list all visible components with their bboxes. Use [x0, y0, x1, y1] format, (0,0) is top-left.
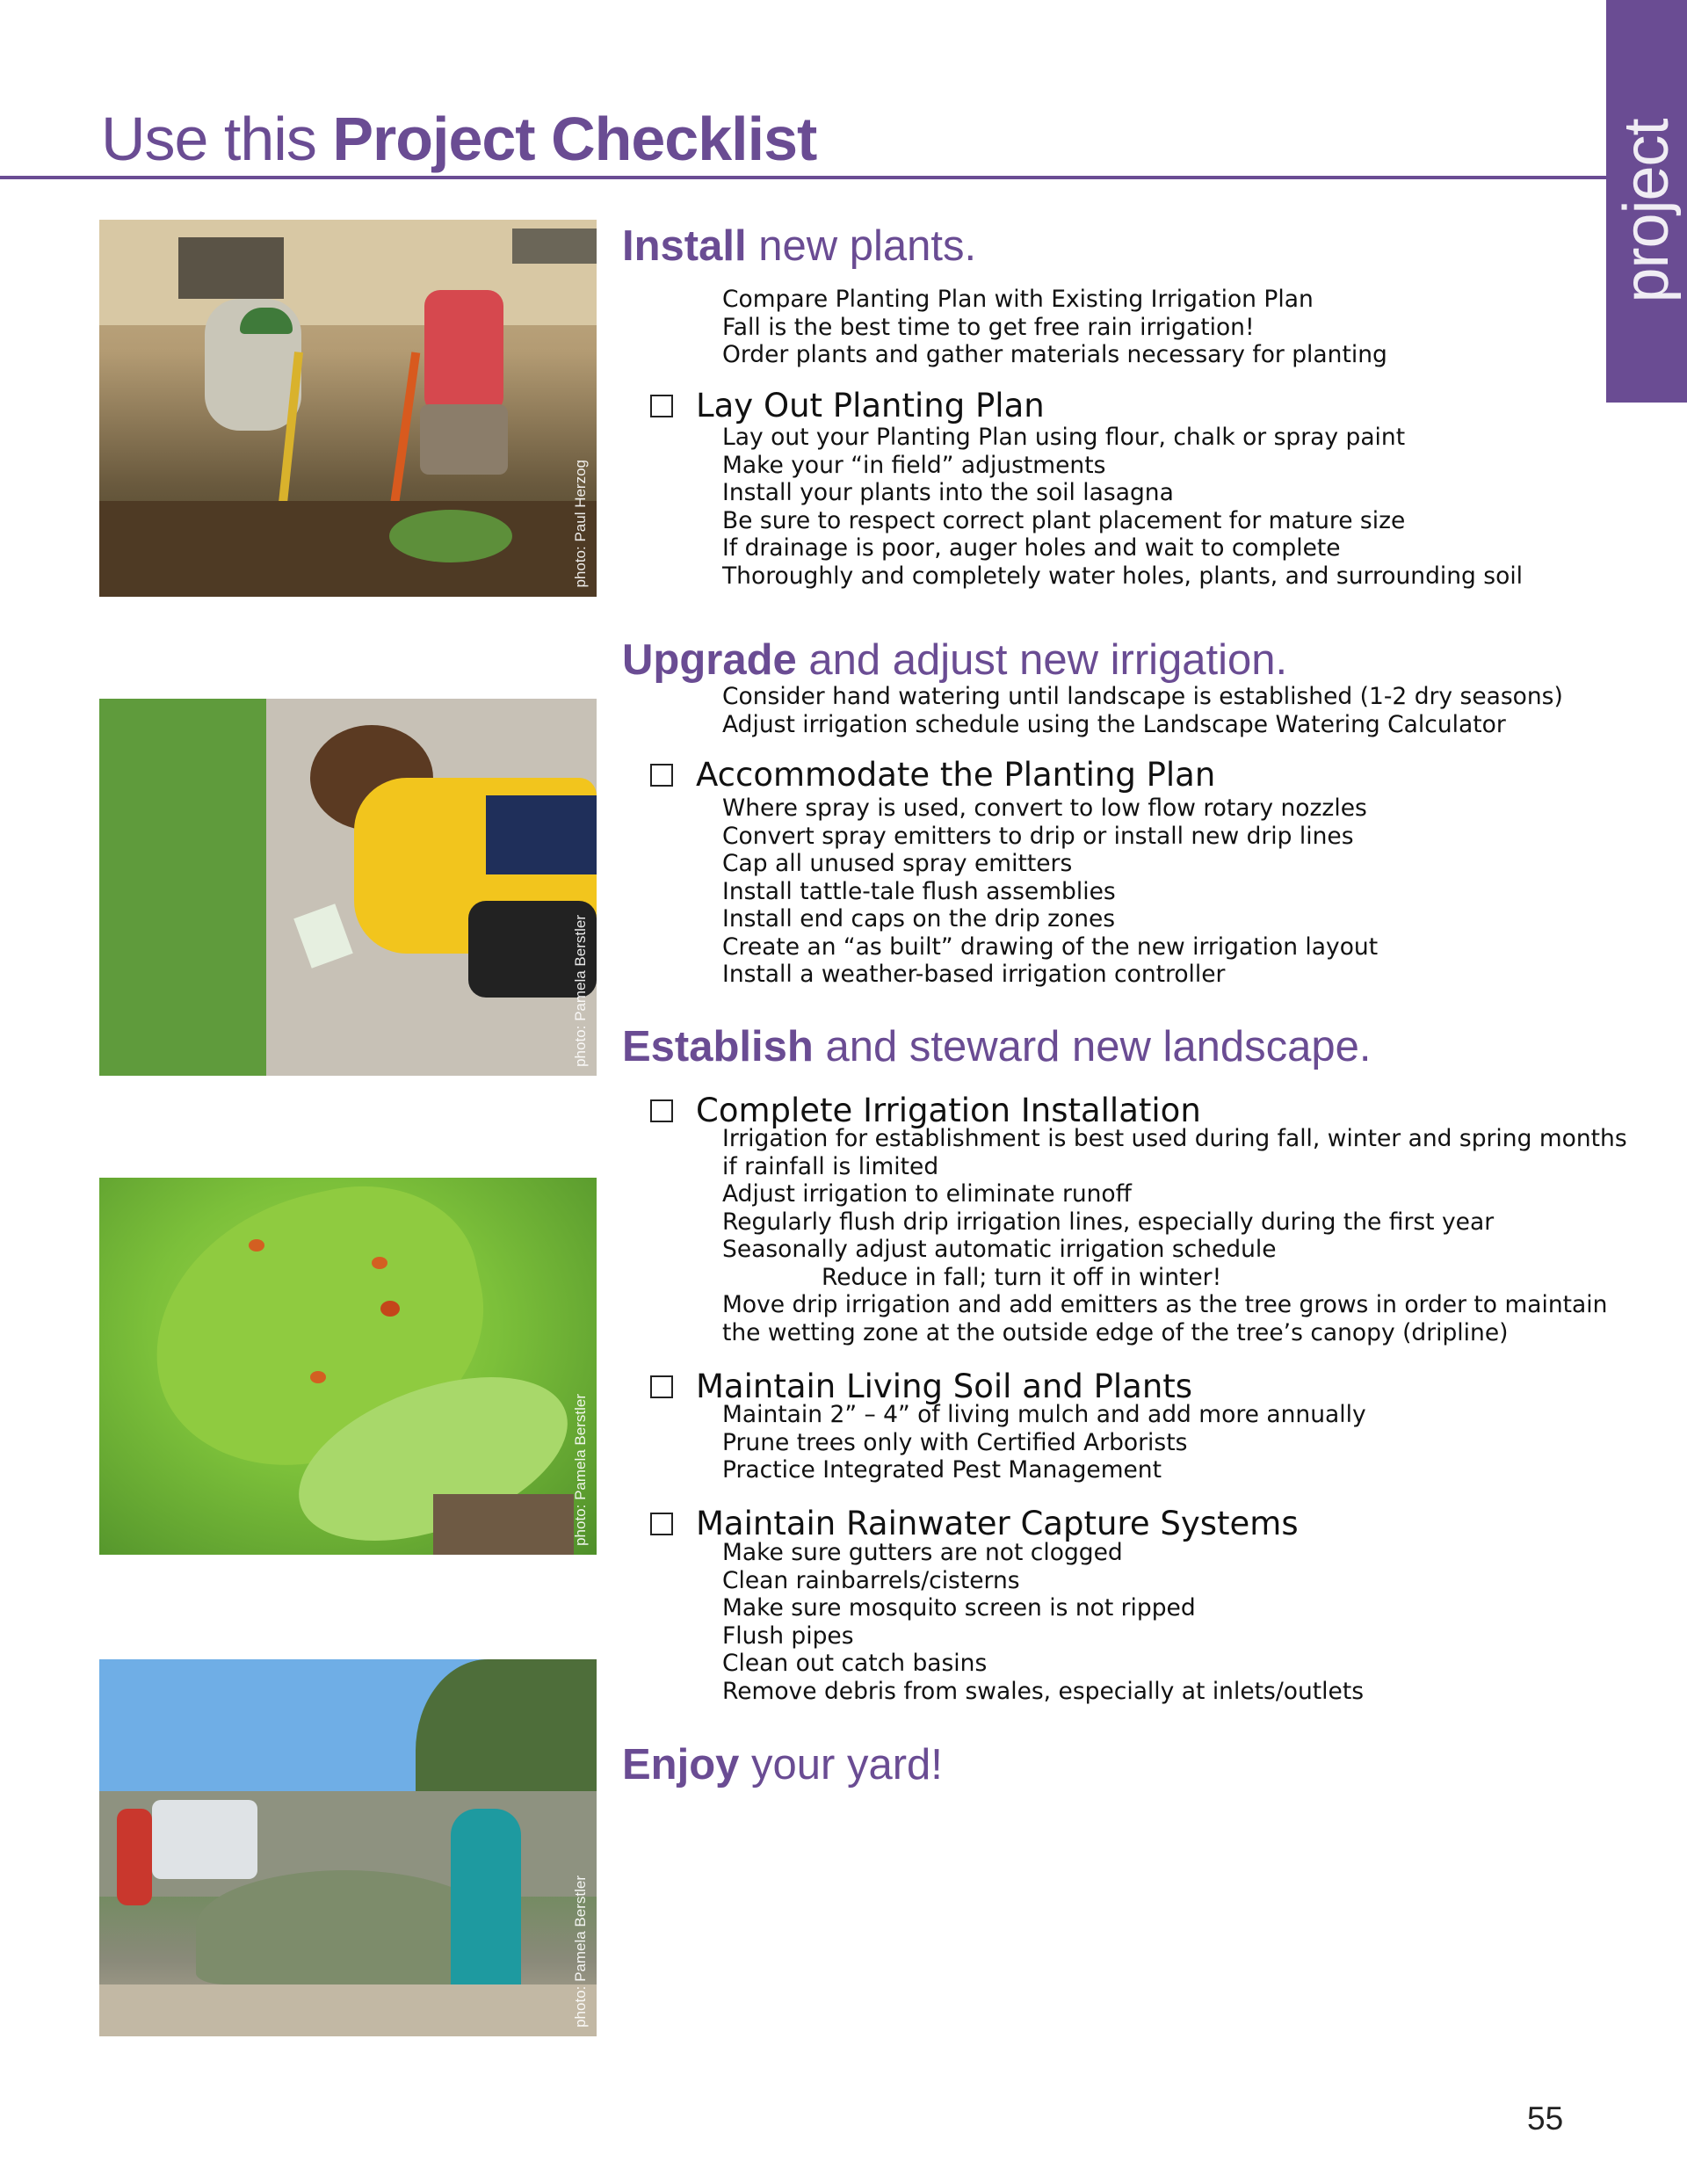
list-item: Remove debris from swales, especially at inlets/outlets — [722, 1677, 1365, 1705]
side-tab — [1606, 0, 1687, 403]
list-item: the wetting zone at the outside edge of the tree’s canopy (dripline) — [722, 1318, 1509, 1346]
list-item: Prune trees only with Certified Arborists — [722, 1428, 1188, 1456]
checkbox[interactable] — [650, 1099, 673, 1122]
list-item: Make sure gutters are not clogged — [722, 1539, 1123, 1566]
section-heading-upgrade — [622, 635, 1287, 685]
list-item: Thoroughly and completely water holes, plants, and surrounding soil — [722, 562, 1524, 590]
list-item: Reduce in fall; turn it off in winter! — [822, 1263, 1222, 1291]
section-heading-install — [622, 221, 976, 271]
checklist-item-accommodate-planting-plan — [650, 756, 1215, 794]
checklist-item-lay-out-planting-plan — [650, 387, 1045, 424]
list-item: Make sure mosquito screen is not ripped — [722, 1594, 1196, 1622]
checklist-label: Accommodate the Planting Plan — [696, 756, 1216, 794]
heading-bold: Install — [622, 222, 747, 270]
checklist-label: Lay Out Planting Plan — [696, 387, 1045, 424]
checklist-label: Complete Irrigation Installation — [696, 1092, 1201, 1129]
title-prefix: Use this — [101, 105, 333, 173]
list-item: Cap all unused spray emitters — [722, 850, 1073, 877]
list-item: Convert spray emitters to drip or install new drip lines — [722, 822, 1354, 850]
list-item: Be sure to respect correct plant placement for mature size — [722, 506, 1406, 534]
list-item: Adjust irrigation schedule using the Landscape Watering Calculator — [722, 710, 1506, 738]
checkbox[interactable] — [650, 395, 673, 417]
list-item: Where spray is used, convert to low flow rotary nozzles — [722, 795, 1367, 822]
list-item: Seasonally adjust automatic irrigation schedule — [722, 1236, 1277, 1263]
photo-irrigation — [99, 699, 597, 1076]
list-item: Irrigation for establishment is best used during fall, winter and spring months — [722, 1125, 1627, 1152]
list-item: if rainfall is limited — [722, 1152, 939, 1180]
checklist-label: Maintain Rainwater Capture Systems — [696, 1505, 1299, 1542]
section-heading-establish — [622, 1022, 1372, 1071]
title-bold: Project Checklist — [332, 105, 817, 173]
list-item: Adjust irrigation to eliminate runoff — [722, 1180, 1132, 1208]
list-item: Clean rainbarrels/cisterns — [722, 1566, 1020, 1594]
list-item: Maintain 2” – 4” of living mulch and add more annually — [722, 1401, 1366, 1428]
install-intro-list — [722, 286, 1387, 369]
heading-rest: new plants. — [746, 222, 977, 270]
photo-credit: photo: Paul Herzog — [572, 460, 589, 588]
photo-credit: photo: Pamela Berstler — [572, 1394, 589, 1546]
list-item: Compare Planting Plan with Existing Irrigation Plan — [722, 286, 1314, 313]
checklist-item-maintain-rainwater-capture — [650, 1505, 1299, 1542]
maintain-rainwater-capture-list — [722, 1539, 1364, 1705]
upgrade-intro-list — [722, 683, 1563, 738]
page-number: 55 — [1527, 2101, 1564, 2137]
photo-credit: photo: Pamela Berstler — [572, 915, 589, 1067]
heading-rest: your yard! — [739, 1741, 943, 1789]
list-item: Install your plants into the soil lasagna — [722, 479, 1174, 506]
list-item: Install tattle-tale flush assemblies — [722, 877, 1116, 905]
checklist-label: Maintain Living Soil and Plants — [696, 1368, 1193, 1405]
page-title — [101, 104, 816, 174]
checkbox[interactable] — [650, 1375, 673, 1398]
photo-leaves — [99, 1178, 597, 1555]
list-item: Practice Integrated Pest Management — [722, 1456, 1162, 1484]
checklist-item-complete-irrigation-installation — [650, 1092, 1201, 1129]
heading-bold: Establish — [622, 1023, 814, 1070]
list-item: Move drip irrigation and add emitters as the tree grows in order to maintain — [722, 1291, 1608, 1318]
heading-rest: and steward new landscape. — [813, 1023, 1372, 1070]
photo-yard — [99, 1659, 597, 2036]
list-item: Install a weather-based irrigation controller — [722, 961, 1226, 988]
list-item: Consider hand watering until landscape is established (1-2 dry seasons) — [722, 683, 1563, 710]
list-item: Flush pipes — [722, 1622, 854, 1650]
lay-out-planting-plan-list — [722, 424, 1523, 590]
heading-bold: Enjoy — [622, 1741, 740, 1789]
heading-bold: Upgrade — [622, 636, 797, 684]
checkbox[interactable] — [650, 1513, 673, 1535]
side-tab-label: project — [1611, 119, 1682, 303]
list-item: Make your “in field” adjustments — [722, 451, 1106, 479]
list-item: Fall is the best time to get free rain irrigation! — [722, 313, 1255, 341]
list-item: Lay out your Planting Plan using flour, chalk or spray paint — [722, 424, 1406, 451]
list-item: Order plants and gather materials necessary for planting — [722, 341, 1387, 368]
photo-credit: photo: Pamela Berstler — [572, 1876, 589, 2028]
list-item: If drainage is poor, auger holes and wait to complete — [722, 534, 1341, 562]
list-item: Regularly flush drip irrigation lines, especially during the first year — [722, 1208, 1495, 1236]
section-heading-enjoy — [622, 1740, 943, 1789]
maintain-living-soil-list — [722, 1401, 1366, 1484]
complete-irrigation-installation-list — [722, 1125, 1627, 1346]
heading-rest: and adjust new irrigation. — [796, 636, 1288, 684]
list-item: Create an “as built” drawing of the new irrigation layout — [722, 932, 1379, 961]
title-rule — [0, 176, 1606, 179]
checkbox[interactable] — [650, 764, 673, 787]
accommodate-planting-plan-list — [722, 795, 1378, 989]
checklist-item-maintain-living-soil — [650, 1368, 1192, 1405]
photo-planting — [99, 220, 597, 597]
list-item: Install end caps on the drip zones — [722, 905, 1116, 932]
list-item: Clean out catch basins — [722, 1650, 988, 1677]
